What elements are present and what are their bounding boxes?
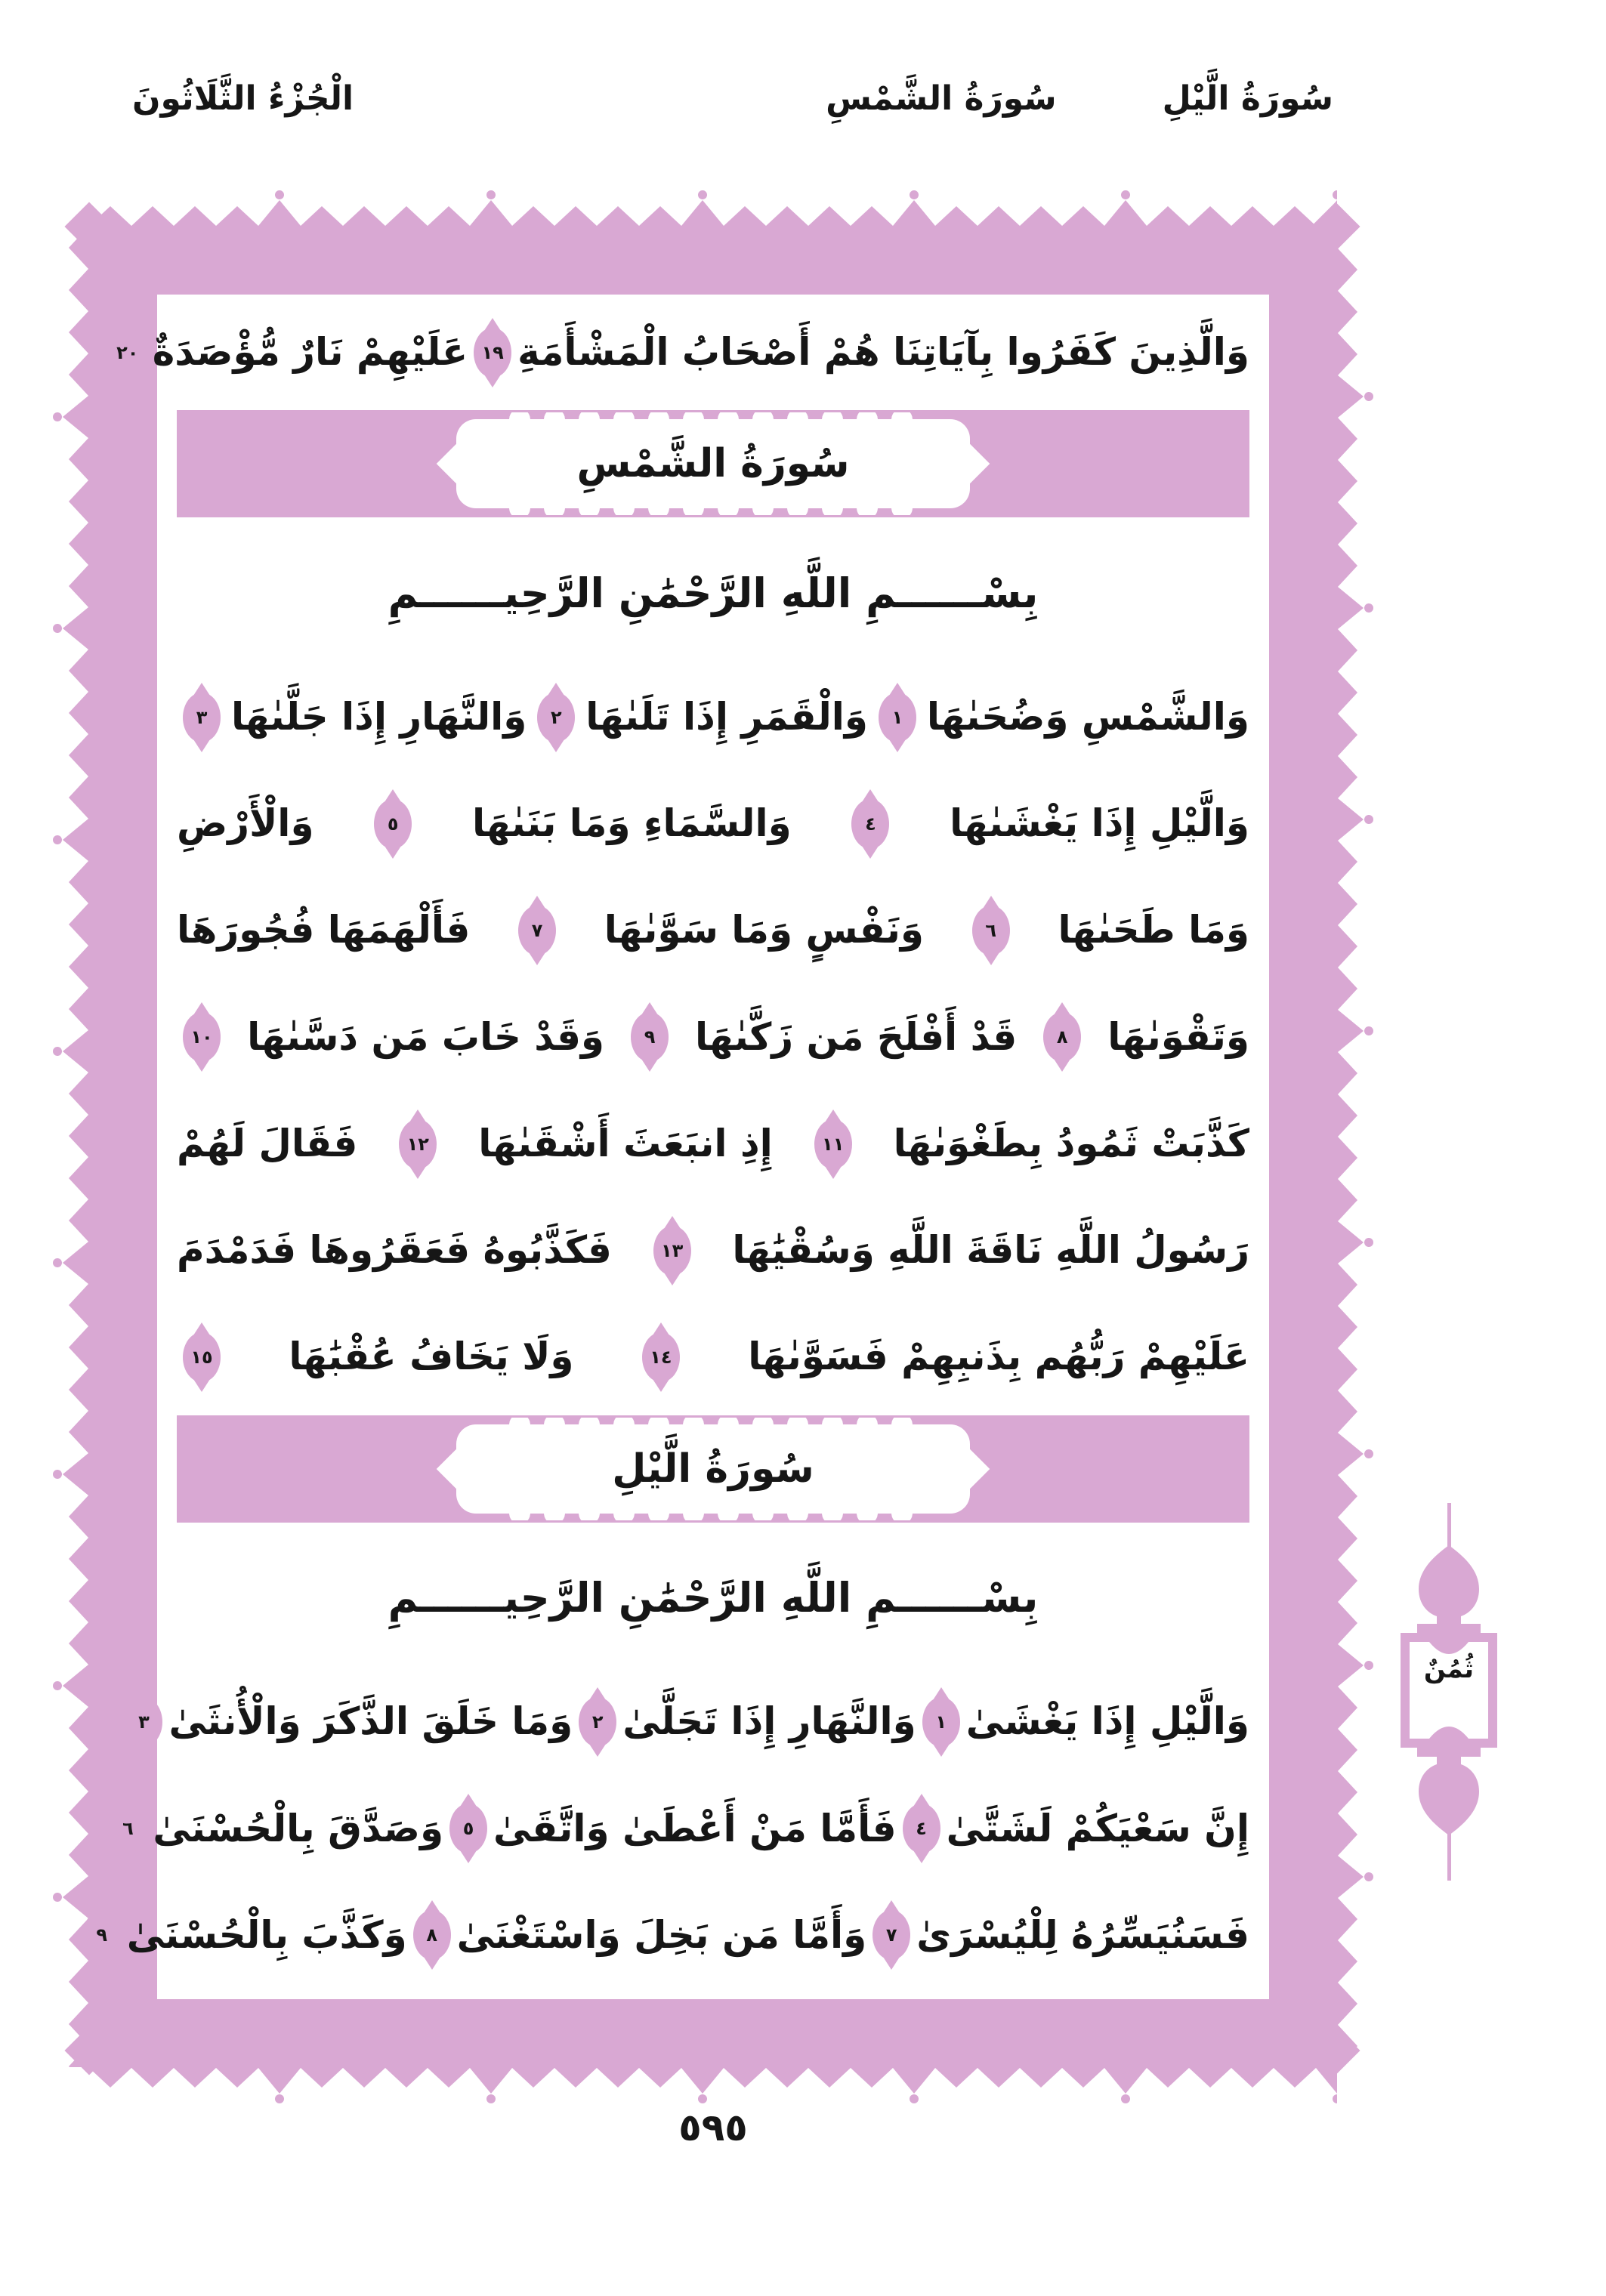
ayah-text: عَلَيْهِمْ نَارٌ مُّؤْصَدَةٌ [152,329,468,374]
surah-title: سُورَةُ الَّيْلِ [612,1446,814,1492]
cartouche-scallop [509,501,917,515]
verse-marker-rosette-icon [851,799,889,849]
verse-number: ٣ [138,1711,150,1733]
surah-title-banner [177,410,1249,517]
frame-zigzag-right [1335,227,1374,2067]
verse-number: ١ [891,706,903,728]
ayah-text: وَتَقْوَىٰهَا [1107,1014,1249,1059]
header-surah-names [826,79,1333,118]
verse-marker-rosette-icon [413,1910,451,1960]
verse-number: ٥ [387,813,399,835]
ayah-text: فَسَنُيَسِّرُهُ لِلْيُسْرَىٰ [916,1912,1249,1957]
verse-marker-rosette-icon [183,1332,221,1382]
verse-marker-rosette-icon [814,1119,852,1169]
bismillah-line [177,522,1249,664]
verse-number: ١٢ [406,1133,429,1155]
verse-number: ٢ [591,1711,604,1733]
verse-marker-rosette-icon [903,1804,940,1853]
page-number: ٥٩٥ [678,2106,748,2149]
ayah-line [177,984,1249,1091]
ayah-line [177,770,1249,877]
frame-zigzag-bottom [89,2065,1337,2104]
verse-marker-rosette-icon [374,799,412,849]
verse-number: ٨ [426,1924,437,1946]
verse-number: ٢ [550,706,562,728]
ayah-text: فَأَمَّا مَنْ أَعْطَىٰ وَاتَّقَىٰ [493,1806,897,1850]
ayah-text: وَصَدَّقَ بِالْحُسْنَىٰ [153,1806,444,1850]
verse-marker-rosette-icon [125,1697,162,1747]
verse-marker-rosette-icon [109,328,147,378]
verse-number: ١ [935,1711,947,1733]
cartouche-scallop [509,1507,917,1520]
ayah-line [138,1669,1249,1776]
ayah-text: وَلَا يَخَافُ عُقْبَٰهَا [289,1335,574,1379]
thumn-label: ثُمُنٌ [1423,1654,1475,1684]
verse-number: ٩ [96,1924,108,1946]
header-surah-shams: سُورَةُ الشَّمْسِ [826,79,1057,118]
ayah-text: وَالَّيْلِ إِذَا يَغْشَىٰهَا [950,801,1249,846]
verse-marker-rosette-icon [872,1910,910,1960]
ayah-line [177,1304,1249,1410]
verse-marker-rosette-icon [1043,1012,1081,1062]
ayah-text: وَنَفْسٍ وَمَا سَوَّىٰهَا [604,908,925,952]
ayah-text: وَالسَّمَاءِ وَمَا بَنَىٰهَا [471,801,792,846]
ayah-text: وَالَّذِينَ كَفَرُوا بِآيَاتِنَا هُمْ أَصْحَابُ الْمَشْأَمَةِ [517,329,1249,374]
verse-number: ٤ [916,1818,927,1840]
verse-number: ١٩ [481,341,504,363]
verse-marker-rosette-icon [972,906,1010,955]
ayah-text: وَكَذَّبَ بِالْحُسْنَىٰ [126,1912,407,1957]
banner-cartouche [456,419,970,508]
ayah-line [177,1091,1249,1197]
ayah-text: وَمَا خَلَقَ الذَّكَرَ وَالْأُنثَىٰ [168,1699,573,1744]
ayah-text: إِذِ انبَعَثَ أَشْقَىٰهَا [478,1121,773,1165]
verse-number: ٤ [865,813,876,835]
verse-number: ١٤ [650,1346,672,1368]
ayah-line [177,1197,1249,1304]
verse-number: ١١ [822,1133,845,1155]
verse-number: ٦ [122,1818,134,1840]
ayah-text: فَقَالَ لَهُمْ [177,1121,358,1165]
ayah-line [177,878,1249,984]
verse-number: ٦ [985,920,997,942]
verse-number: ١٣ [660,1239,684,1261]
verse-number: ٩ [644,1026,656,1048]
page-header [132,79,1333,118]
banner-cartouche [456,1424,970,1514]
thumn-marker [1388,1503,1509,1881]
surah-title-banner [177,1415,1249,1523]
ayah-text: قَدْ أَفْلَحَ مَن زَكَّىٰهَا [695,1014,1018,1059]
verse-marker-rosette-icon [579,1697,616,1747]
bismillah-line [177,1527,1249,1669]
ayah-text: وَأَمَّا مَن بَخِلَ وَاسْتَغْنَىٰ [456,1912,867,1957]
verse-marker-rosette-icon [537,693,575,742]
ayah-line [116,299,1249,406]
ayah-text: وَالنَّهَارِ إِذَا تَجَلَّىٰ [622,1699,916,1744]
verse-marker-rosette-icon [183,693,221,742]
ayah-line [122,1776,1249,1882]
verse-number: ٨ [1056,1026,1068,1048]
verse-marker-rosette-icon [183,1012,221,1062]
verse-number: ٢٠ [116,341,139,363]
verse-number: ١٥ [190,1346,213,1368]
header-juz-label: الْجُزْءُ الثَّلَاثُونَ [132,79,354,118]
header-surah-layl: سُورَةُ الَّيْلِ [1162,79,1333,118]
ayah-text: وَالَّيْلِ إِذَا يَغْشَىٰ [965,1699,1249,1744]
verse-number: ٧ [885,1924,897,1946]
verse-marker-rosette-icon [631,1012,669,1062]
ayah-text: فَكَذَّبُوهُ فَعَقَرُوهَا فَدَمْدَمَ [177,1227,612,1272]
verse-number: ٥ [462,1818,474,1840]
cartouche-scallop [509,1418,917,1431]
ayah-text: كَذَّبَتْ ثَمُودُ بِطَغْوَىٰهَا [893,1121,1249,1165]
bismillah-text: بِسْــــــمِ اللَّهِ الرَّحْمَٰنِ الرَّحِيــــــمِ [388,1574,1039,1622]
ayah-text: إِنَّ سَعْيَكُمْ لَشَتَّىٰ [946,1806,1249,1850]
surah-title: سُورَةُ الشَّمْسِ [576,441,850,487]
verse-marker-rosette-icon [922,1697,960,1747]
ayah-text: وَالْأَرْضِ [177,801,314,846]
ayah-line [96,1882,1249,1989]
ayah-text: رَسُولُ اللَّهِ نَاقَةَ اللَّهِ وَسُقْيَٰهَا [732,1227,1249,1272]
ayah-line [177,664,1249,770]
verse-marker-rosette-icon [399,1119,437,1169]
frame-zigzag-left [52,227,91,2067]
verse-number: ٣ [196,706,208,728]
verse-number: ١٠ [190,1026,213,1048]
verse-marker-rosette-icon [83,1910,121,1960]
verse-marker-rosette-icon [642,1332,680,1382]
ayah-text: وَالشَّمْسِ وَضُحَىٰهَا [926,695,1249,739]
ayah-text: وَمَا طَحَىٰهَا [1058,908,1249,952]
ayah-text: وَالْقَمَرِ إِذَا تَلَىٰهَا [585,695,868,739]
ayah-text: عَلَيْهِمْ رَبُّهُم بِذَنبِهِمْ فَسَوَّىٰهَا [748,1335,1249,1379]
frame-zigzag-top [89,190,1337,229]
verse-marker-rosette-icon [653,1226,691,1276]
verse-marker-rosette-icon [474,328,511,378]
ayah-text: وَالنَّهَارِ إِذَا جَلَّىٰهَا [230,695,527,739]
ayah-text: وَقَدْ خَابَ مَن دَسَّىٰهَا [247,1014,605,1059]
verse-marker-rosette-icon [879,693,916,742]
verse-number: ٧ [531,920,543,942]
ayah-text: فَأَلْهَمَهَا فُجُورَهَا [177,908,471,952]
verse-marker-rosette-icon [449,1804,487,1853]
thumn-ornament-icon [1388,1503,1509,1881]
verse-marker-rosette-icon [518,906,556,955]
mushaf-lines [96,295,1269,1999]
cartouche-scallop [509,412,917,426]
bismillah-text: بِسْــــــمِ اللَّهِ الرَّحْمَٰنِ الرَّحِيــــــمِ [388,569,1039,617]
